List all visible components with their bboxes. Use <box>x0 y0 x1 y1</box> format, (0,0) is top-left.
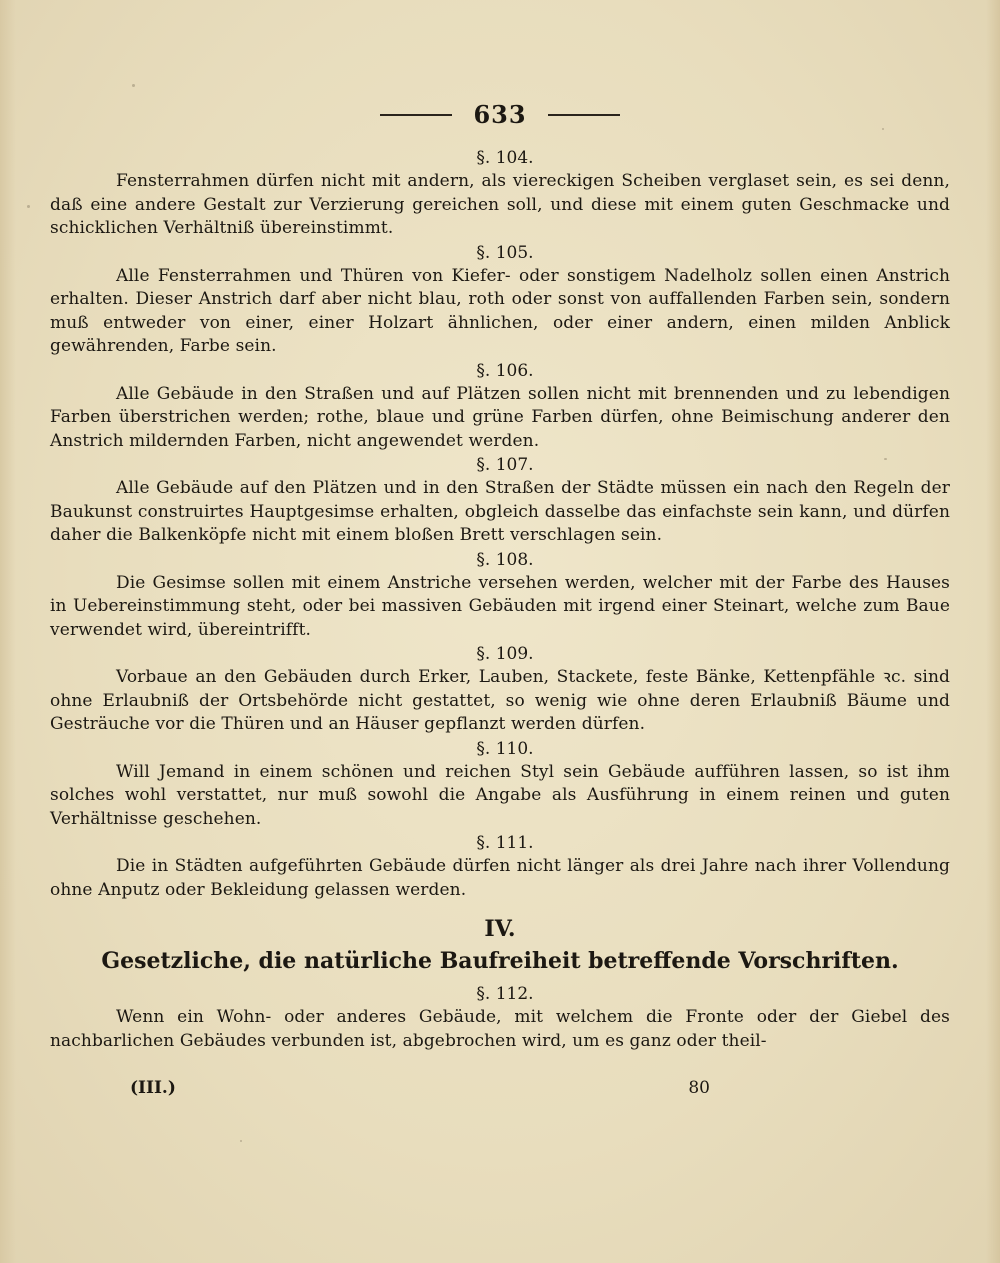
section-mark: §. 107. <box>476 455 534 475</box>
paper-speck <box>882 128 884 130</box>
page-footer <box>130 1078 710 1102</box>
page-number: 633 <box>473 100 527 129</box>
signature-mark: (III.) <box>130 1078 176 1098</box>
section-text: Fensterrahmen dürfen nicht mit andern, als viereckigen Scheiben verglaset sein, es sei denn, daß eine andere Gestalt zur Verzierung gereichen soll, und diese mit einem guten Geschmacke und schicklichen Verhältniß übereinstimmt. <box>50 171 950 238</box>
section-mark: §. 110. <box>476 738 534 759</box>
section-104 <box>50 146 950 241</box>
section-107 <box>50 453 950 548</box>
section-text: Alle Fensterrahmen und Thüren von Kiefer- oder sonstigem Nadelholz sollen einen Anstrich erhalten. Dieser Anstrich darf aber nicht blau, roth oder sonst von auffallenden Farben sein, sondern muß entweder von einer, einer Holzart ähnlichen, oder einer andern, einen milden Anblick gewährenden, Farbe sein. <box>50 265 950 356</box>
section-mark: §. 111. <box>476 833 534 853</box>
section-109 <box>50 642 950 737</box>
paper-speck <box>27 205 30 208</box>
section-text: Alle Gebäude auf den Plätzen und in den Straßen der Städte müssen ein nach den Regeln der Baukunst construirtes Hauptgesimse erhalten, obgleich dasselbe das einfachste sein kann, und dürfen daher die Balkenköpfe nicht mit einem bloßen Brett verschlagen sein. <box>50 478 950 545</box>
paper-speck <box>884 458 887 460</box>
section-mark: §. 108. <box>476 549 534 570</box>
section-text: Wenn ein Wohn- oder anderes Gebäude, mit welchem die Fronte oder der Giebel des nachbarlichen Gebäudes verbunden ist, abgebrochen wird, um es ganz oder theil- <box>50 1007 950 1051</box>
section-108 <box>50 548 950 643</box>
paper-speck <box>132 84 135 87</box>
paper-speck <box>240 1140 242 1142</box>
section-106 <box>50 359 950 454</box>
section-mark: §. 105. <box>476 242 534 263</box>
page-edge-shadow-left <box>0 0 16 1263</box>
section-mark: §. 112. <box>476 984 534 1004</box>
sheet-number: 80 <box>688 1078 710 1098</box>
section-text: Die in Städten aufgeführten Gebäude dürfen nicht länger als drei Jahre nach ihrer Vollendung ohne Anputz oder Bekleidung gelassen werden. <box>50 856 950 900</box>
section-112 <box>50 982 950 1053</box>
section-105 <box>50 241 950 359</box>
page-body <box>50 146 950 1053</box>
section-111 <box>50 831 950 902</box>
section-110 <box>50 737 950 832</box>
section-text: Will Jemand in einem schönen und reichen Styl sein Gebäude aufführen lassen, so ist ihm solches wohl verstattet, nur muß sowohl die Angabe als Ausführung in einem reinen und guten Verhältnisse geschehen. <box>50 761 950 829</box>
section-mark: §. 109. <box>476 644 534 664</box>
section-text: Die Gesimse sollen mit einem Anstriche versehen werden, welcher mit der Farbe des Hauses in Uebereinstimmung steht, oder bei massiven Gebäuden mit irgend einer Steinart, welche zum Baue verwendet wird, übereintrifft. <box>50 572 950 640</box>
section-text: Vorbaue an den Gebäuden durch Erker, Lauben, Stackete, feste Bänke, Kettenpfähle ꝛc. sind ohne Erlaubniß der Ortsbehörde nicht gestattet, so wenig wie ohne deren Erlaubniß Bäume und Gesträuche vor die Thüren und an Häuser gepflanzt werden dürfen. <box>50 667 950 734</box>
page-header <box>0 100 1000 134</box>
section-mark: §. 104. <box>476 148 534 168</box>
section-mark: §. 106. <box>476 360 534 381</box>
header-rule-left <box>380 114 452 116</box>
section-text: Alle Gebäude in den Straßen und auf Plätzen sollen nicht mit brennenden und zu lebendigen Farben überstrichen werden; rothe, blaue und grüne Farben dürfen, ohne Beimischung anderer den Anstrich mildernden Farben, nicht angewendet werden. <box>50 383 950 451</box>
chapter-title: Gesetzliche, die natürliche Baufreiheit betreffende Vorschriften. <box>101 948 899 974</box>
page-edge-shadow-right <box>986 0 1000 1263</box>
chapter-numeral: IV. <box>484 916 516 942</box>
header-rule-right <box>548 114 620 116</box>
